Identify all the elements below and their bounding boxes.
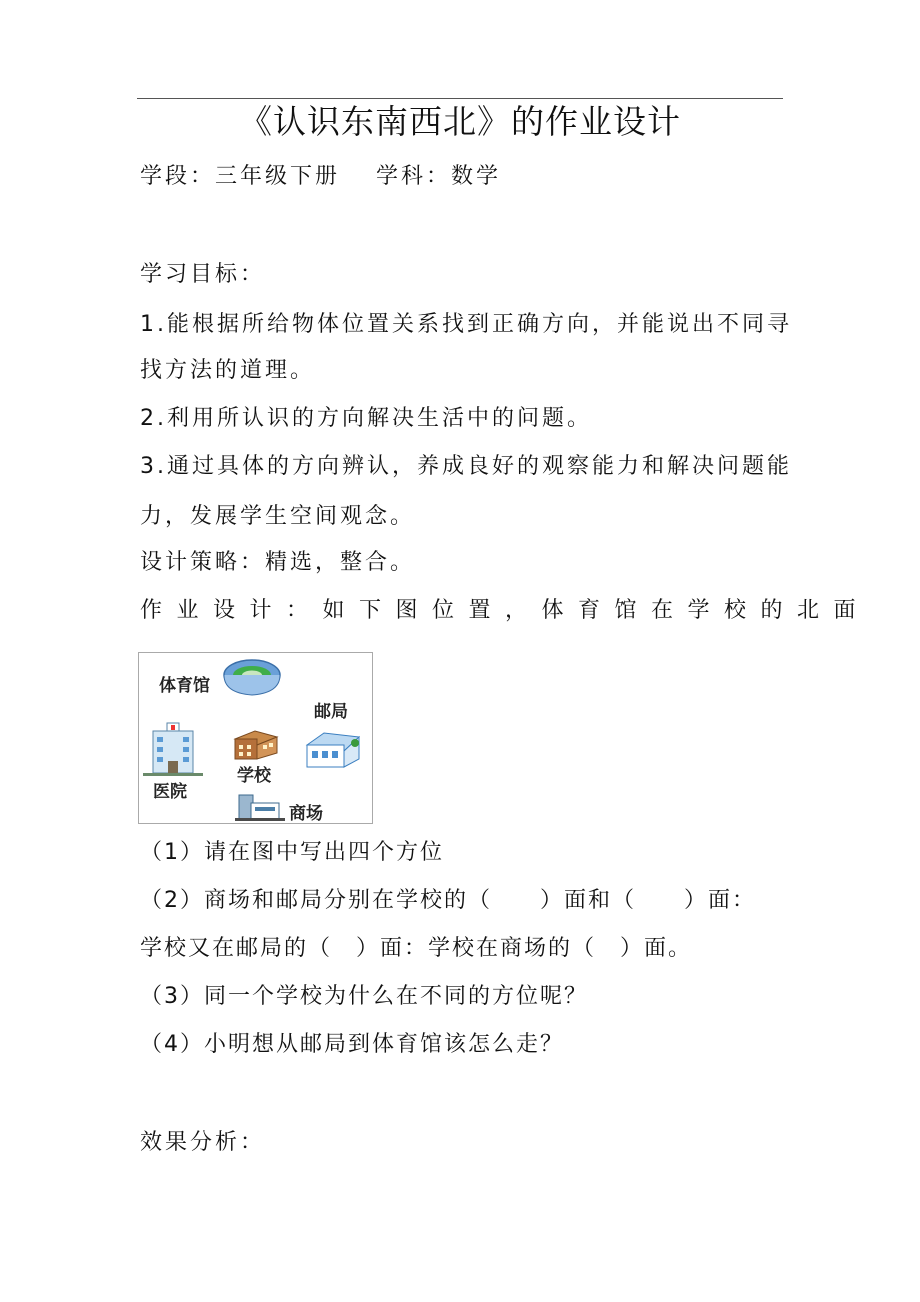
mall-icon (235, 795, 285, 821)
school-icon (235, 731, 277, 759)
hospital-icon (143, 723, 203, 776)
mall-label: 商场 (289, 804, 323, 824)
post-office-icon (307, 733, 359, 767)
strategy-text: 设计策略：精选，整合。 (140, 550, 416, 575)
objective-line: 1.能根据所给物体位置关系找到正确方向，并能说出不同寻 (140, 312, 792, 337)
homework-intro: 作业设计：如下图位置，体育馆在学校的北面 (140, 598, 871, 623)
question-line: （4）小明想从邮局到体育馆该怎么走？ (140, 1032, 564, 1057)
stage-text: 学段：三年级下册 (140, 164, 341, 189)
question-line: （3）同一个学校为什么在不同的方位呢？ (140, 984, 588, 1009)
page-title: 《认识东南西北》的作业设计 (239, 102, 681, 141)
objective-line: 2.利用所认识的方向解决生活中的问题。 (140, 406, 592, 431)
analysis-heading: 效果分析： (140, 1130, 266, 1155)
map-figure (138, 652, 373, 824)
subject-text: 学科：数学 (376, 164, 502, 189)
header-rule (137, 98, 783, 99)
school-label: 学校 (237, 766, 271, 786)
objective-line: 力，发展学生空间观念。 (140, 504, 416, 529)
question-line: （2）商场和邮局分别在学校的（ ）面和（ ）面： (140, 888, 756, 913)
question-line: （1）请在图中写出四个方位 (140, 840, 444, 865)
stadium-icon (224, 660, 280, 695)
question-line: 学校又在邮局的（ ）面：学校在商场的（ ）面。 (140, 936, 693, 961)
objective-line: 3.通过具体的方向辨认，养成良好的观察能力和解决问题能 (140, 454, 792, 479)
stadium-label: 体育馆 (159, 676, 210, 696)
objective-line: 找方法的道理。 (140, 358, 316, 383)
hospital-label: 医院 (153, 782, 187, 802)
objectives-heading: 学习目标： (140, 262, 266, 287)
post-office-label: 邮局 (314, 702, 348, 722)
meta-line (140, 162, 501, 192)
